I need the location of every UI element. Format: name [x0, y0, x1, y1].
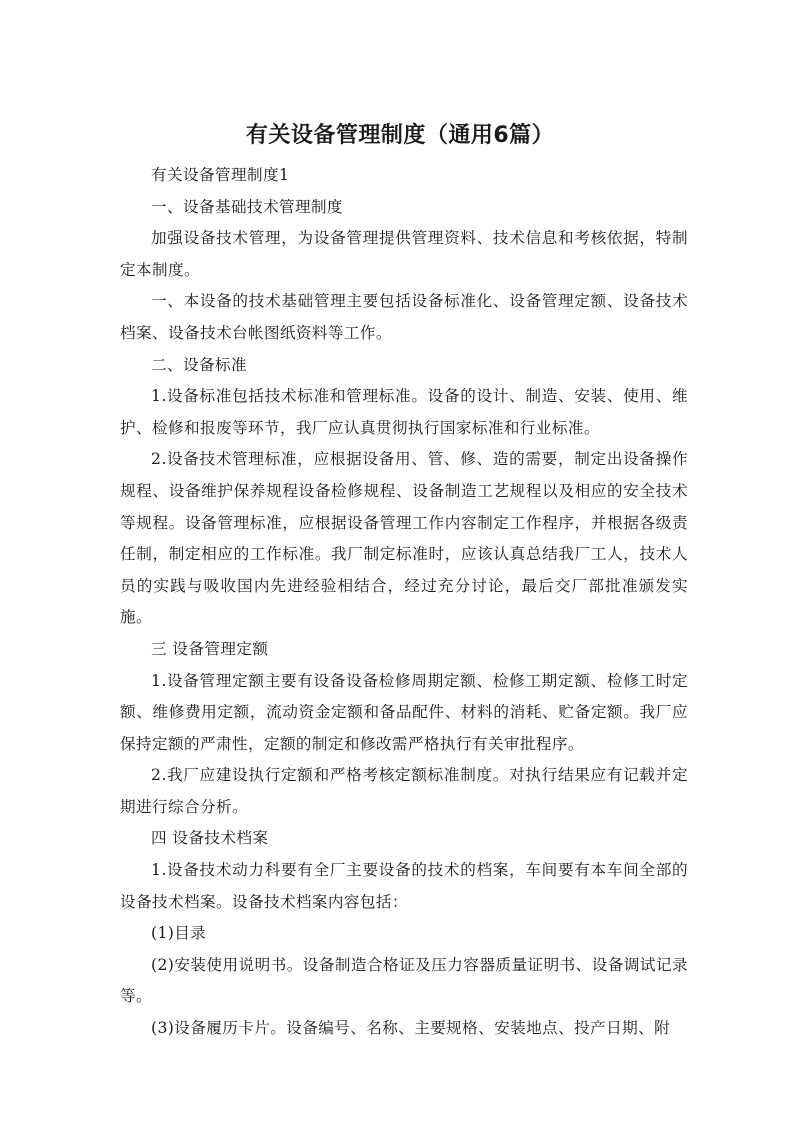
list-item: (1)目录 [151, 924, 207, 943]
paragraph: 1.设备标准包括技术标准和管理标准。设备的设计、制造、安装、使用、维护、检修和报废等环节，我厂应认真贯彻执行国家标准和行业标准。 [120, 387, 688, 437]
list-item: (2)安装使用说明书。设备制造合格证及压力容器质量证明书、设备调试记录等。 [120, 955, 688, 1006]
paragraph: 2.设备技术管理标准，应根据设备用、管、修、造的需要，制定出设备操作规程、设备维护保养规程设备检修规程、设备制造工艺规程以及相应的安全技术等规程。设备管理标准，应根据设备管理工作内容制定工作程序，并根据各级责任制，制定相应的工作标准。我厂制定标准时，应该认真总结我厂工人，技术人员的实践与吸收国内先进经验相结合，经过充分讨论，最后交厂部批准颁发实施。 [120, 450, 688, 627]
section-heading: 有关设备管理制度1 [151, 166, 290, 184]
section-heading: 一、设备基础技术管理制度 [151, 197, 343, 216]
section-heading: 三 设备管理定额 [151, 639, 269, 658]
list-item: (3)设备履历卡片。设备编号、名称、主要规格、安装地点、投产日期、附 [151, 1019, 671, 1038]
document-body [120, 160, 688, 1045]
section-heading: 二、设备标准 [151, 355, 247, 374]
paragraph: 2.我厂应建设执行定额和严格考核定额标准制度。对执行结果应有记载并定期进行综合分析。 [120, 766, 688, 816]
paragraph: 一、本设备的技术基础管理主要包括设备标准化、设备管理定额、设备技术档案、设备技术台帐图纸资料等工作。 [120, 292, 688, 342]
document-title: 有关设备管理制度（通用6篇） [245, 123, 555, 148]
paragraph: 加强设备技术管理，为设备管理提供管理资料、技术信息和考核依据，特制定本制度。 [120, 229, 688, 279]
paragraph: 1.设备管理定额主要有设备设备检修周期定额、检修工期定额、检修工时定额、维修费用定额，流动资金定额和备品配件、材料的消耗、贮备定额。我厂应保持定额的严肃性，定额的制定和修改需严格执行有关审批程序。 [120, 671, 688, 753]
section-heading: 四 设备技术档案 [151, 829, 269, 848]
paragraph: 1.设备技术动力科要有全厂主要设备的技术的档案，车间要有本车间全部的设备技术档案。设备技术档案内容包括： [120, 861, 688, 911]
